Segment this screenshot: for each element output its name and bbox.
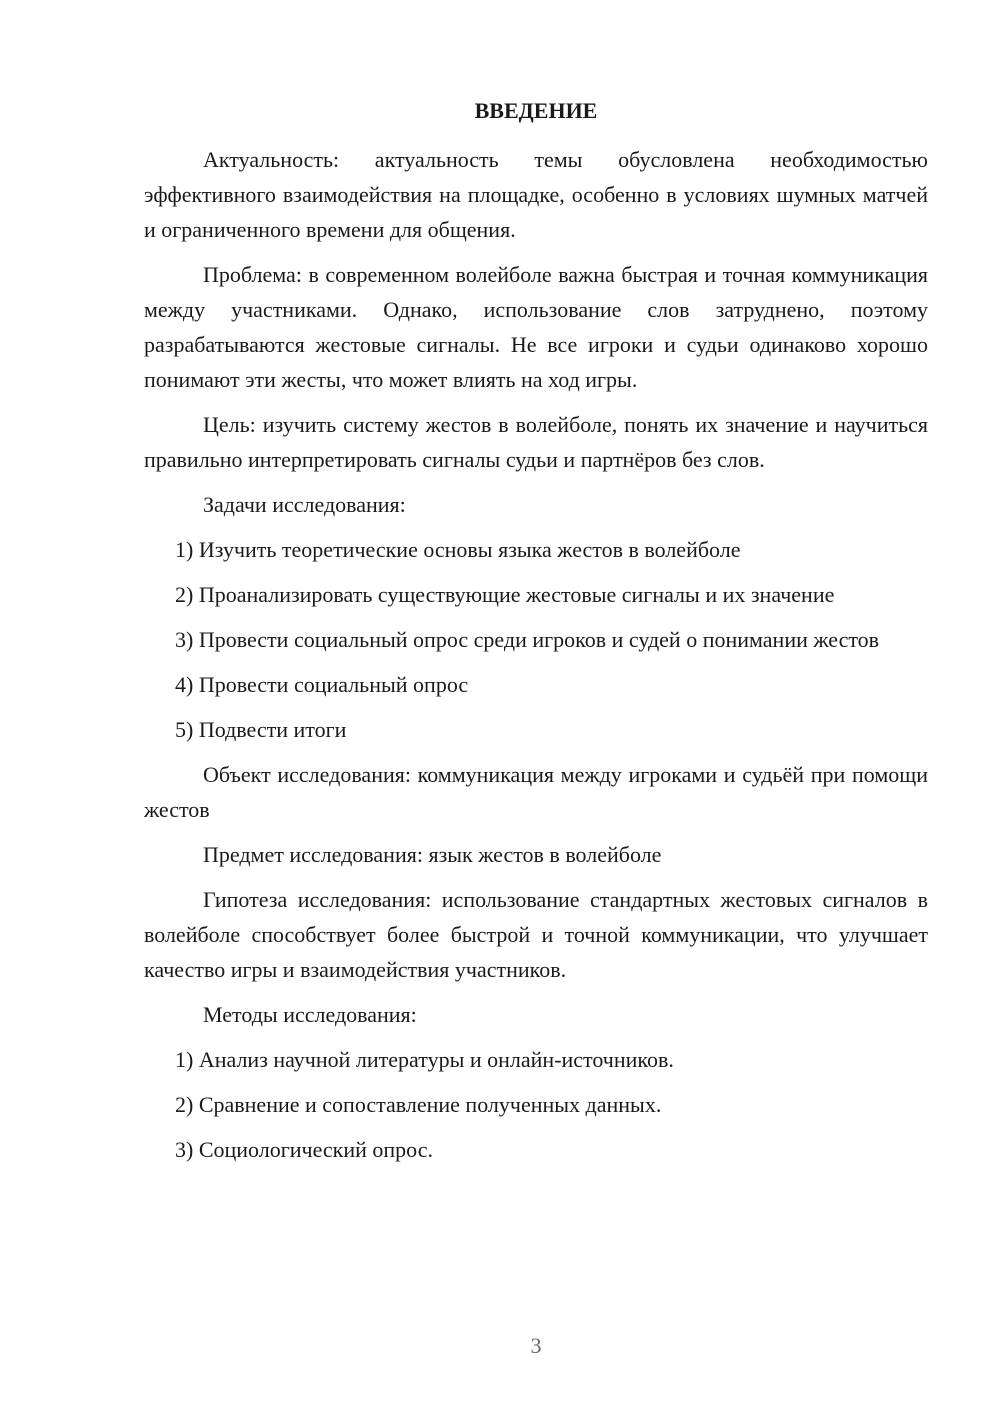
paragraph-tasks-heading: Задачи исследования: xyxy=(203,492,406,517)
paragraph-methods-heading: Методы исследования: xyxy=(203,1002,417,1027)
list-item: 1) Изучить теоретические основы языка жестов в волейболе xyxy=(175,537,741,562)
paragraph-problem: Проблема: в современном волейболе важна быстрая и точная коммуникация между участниками. Однако, использование слов затруднено, поэтому разрабатываются жестовые сигналы. Не все игроки и судьи одинаково хорошо понимают эти жесты, что может влиять на ход игры. xyxy=(144,262,928,392)
document-page xyxy=(144,94,928,1177)
list-item: 5) Подвести итоги xyxy=(175,717,347,742)
paragraph-hypothesis: Гипотеза исследования: использование стандартных жестовых сигналов в волейболе способствует более быстрой и точной коммуникации, что улучшает качество игры и взаимодействия участников. xyxy=(144,887,928,982)
list-item: 1) Анализ научной литературы и онлайн-источников. xyxy=(175,1047,674,1072)
section-title: ВВЕДЕНИЕ xyxy=(474,98,598,123)
list-item: 3) Провести социальный опрос среди игроков и судей о понимании жестов xyxy=(175,627,880,652)
list-item: 4) Провести социальный опрос xyxy=(175,672,469,697)
list-item: 2) Сравнение и сопоставление полученных данных. xyxy=(175,1092,662,1117)
paragraph-object: Объект исследования: коммуникация между игроками и судьёй при помощи жестов xyxy=(144,762,928,822)
list-item: 2) Проанализировать существующие жестовые сигналы и их значение xyxy=(175,582,835,607)
list-item: 3) Социологический опрос. xyxy=(175,1137,433,1162)
page-number: 3 xyxy=(530,1333,542,1358)
paragraph-goal: Цель: изучить систему жестов в волейболе, понять их значение и научиться правильно интерпретировать сигналы судьи и партнёров без слов. xyxy=(144,412,928,472)
paragraph-relevance: Актуальность: актуальность темы обусловлена необходимостью эффективного взаимодействия на площадке, особенно в условиях шумных матчей и ограниченного времени для общения. xyxy=(144,147,928,242)
paragraph-subject: Предмет исследования: язык жестов в волейболе xyxy=(203,842,662,867)
